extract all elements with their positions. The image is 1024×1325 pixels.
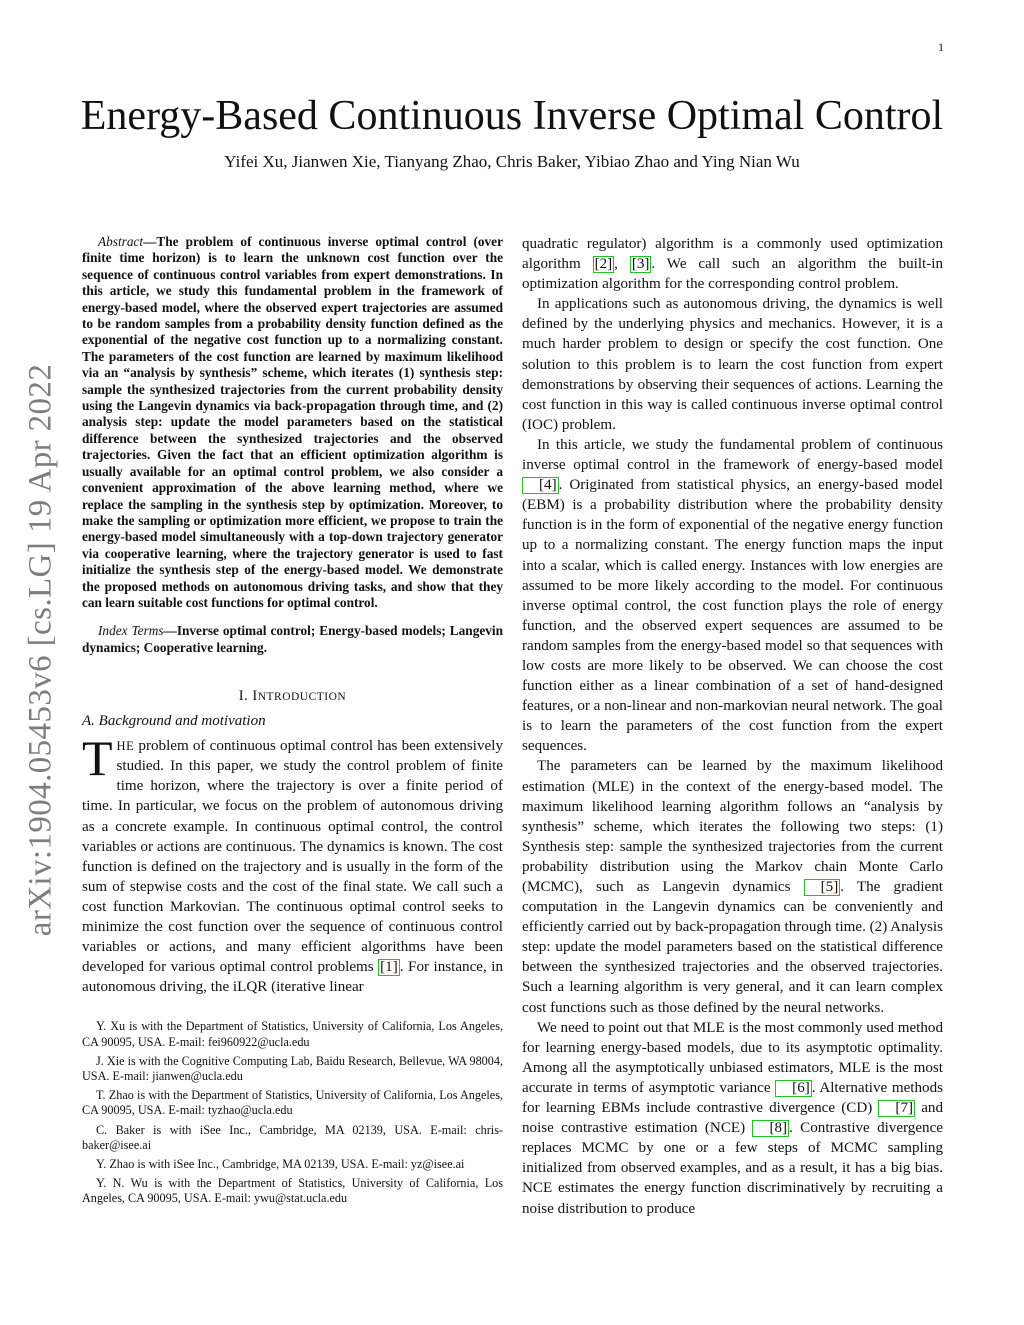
author-list: Yifei Xu, Jianwen Xie, Tianyang Zhao, Chris Baker, Yibiao Zhao and Ying Nian Wu [224,152,800,171]
arxiv-stamp-text: arXiv:1904.05453v6 [cs.LG] 19 Apr 2022 [22,363,59,937]
citation-link[interactable]: [8] [752,1120,789,1137]
section-numeral: I. [238,688,249,705]
left-column [82,234,503,1211]
section-rest: NTRODUCTION [257,691,347,704]
footnote: Y. Zhao is with iSee Inc., Cambridge, MA 02139, USA. E-mail: yz@isee.ai [96,1157,465,1171]
citation-link[interactable]: [4] [522,477,559,494]
index-terms [82,623,503,656]
index-terms-text: —Inverse optimal control; Energy-based models; Langevin dynamics; Cooperative learning. [82,623,503,655]
author-footnotes [82,1019,503,1206]
right-column [522,234,943,1219]
footnote: C. Baker is with iSee Inc., Cambridge, MA 02139, USA. E-mail: chris-baker@isee.ai [82,1122,503,1152]
abstract-label: Abstract [98,234,144,249]
citation-link[interactable]: [2] [594,256,613,273]
page-number: 1 [938,40,944,54]
arxiv-stamp[interactable] [0,0,60,1325]
footnote: Y. Xu is with the Department of Statistics, University of California, Los Angeles, CA 90095, USA. E-mail: fei960922@ucla.edu [82,1019,503,1049]
drop-cap: T [82,730,113,787]
abstract-text: —The problem of continuous inverse optimal control (over finite time horizon) is to learn the unknown cost function over the sequence of continuous control variables from expert demonstrations. In this article, we study this fundamental problem in the framework of energy-based model, where the observed expert trajectories are assumed to be random samples from a probability density function defined as the exponential of the negative cost function up to a normalizing constant. The parameters of the cost function are learned by maximum likelihood via an “analysis by synthesis” scheme, which iterates (1) synthesis step: sample the synthesized trajectories from the current probability density using the Langevin dynamics via back-propagation through time, and (2) analysis step: update the model parameters based on the statistical difference between the synthesized trajectories and the observed trajectories. Given the fact that an efficient optimization algorithm is usually available for an optimal control problem, we also consider a convenient approximation of the above learning method, where we replace the sampling in the synthesis step by optimization. Moreover, to make the sampling or optimization more efficient, we propose to train the energy-based model simultaneously with a top-down trajectory generator via cooperative learning, where the trajectory generator is used to fast initialize the synthesis step of the energy-based model. We demonstrate the proposed methods on autonomous driving tasks, and show that they can learn suitable cost functions for optimal control. [82,234,503,610]
citation-link[interactable]: [6] [775,1080,812,1097]
footnote: T. Zhao is with the Department of Statistics, University of California, Los Angeles, CA 90095, USA. E-mail: tyzhao@ucla.edu [82,1088,503,1118]
paragraph: In applications such as autonomous driving, the dynamics is well defined by the underlying physics and mechanics. However, it is a much harder problem to design or specify the cost function. One solution to this problem is to learn the cost function from expert demonstrations by observing their sequences of actions. Learning the cost function in this way is called continuous inverse optimal control (IOC) problem. [522,296,943,433]
abstract [82,234,503,611]
intro-paragraph-1: THE problem of continuous optimal control has been extensively studied. In this paper, we study the control problem of finite time horizon, where the trajectory is over a finite period of time. In particular, we focus on the problem of autonomous driving as a concrete example. In continuous optimal control, the control variables or actions are continuous. The dynamics is known. The cost function is defined on the trajectory and is usually in the form of the sum of stepwise costs and the cost of the final state. We call such a cost function Markovian. The continuous optimal control seeks to minimize the cost function over the sequence of continuous control variables or actions, and many efficient algorithms have been developed for various optimal control problems [1] . For instance, in autonomous driving, the iLQR (iterative linear [82,730,503,996]
citation-link[interactable]: [3] [631,256,650,273]
citation-link[interactable]: [7] [878,1100,915,1117]
paragraph: In this article, we study the fundamental problem of continuous inverse optimal control in the framework of energy-based model [4] . Originated from statistical physics, an energy-based model (EBM) is a probability distribution where the probability density function is in the form of exponential of the negative energy function up to a normalizing constant. The energy function maps the input into a scalar, which is called energy. Instances with low energies are assumed to be more likely according to the model. For continuous inverse optimal control, the cost function plays the role of energy function, and the observed expert sequences are assumed to be random samples from the energy-based model so that sequences with low costs are more likely to be observed. We can choose the cost function either as a linear combination of a set of hand-designed features, or a non-linear and non-markovian neural network. The goal is to learn the parameters of the cost function from the expert sequences. [522,436,943,755]
section-heading-introduction [82,688,503,705]
section-initial: I [252,688,258,705]
footnote: Y. N. Wu is with the Department of Statistics, University of California, Los Angeles, CA 90095, USA. E-mail: ywu@stat.ucla.edu [82,1176,503,1206]
citation-link[interactable]: [5] [804,879,841,896]
paragraph: quadratic regulator) algorithm is a commonly used optimization algorithm [2] , [3] . We call such an algorithm the built-in optimization algorithm for the corresponding control problem. [522,236,943,293]
paragraph: We need to point out that MLE is the most commonly used method for learning energy-based models, due to its asymptotic optimality. Among all the asymptotically unbiased estimators, MLE is the most accurate in terms of asymptotic variance [6] . Alternative methods for learning EBMs include contrastive divergence (CD) [7] and noise contrastive estimation (NCE) [8] . Contrastive divergence replaces MCMC by one or a few steps of MCMC sampling initialized from observed examples, and as a result, it has a big bias. NCE estimates the energy function discriminatively by recruiting a noise distribution to produce [522,1019,944,1217]
footnote: J. Xie is with the Cognitive Computing Lab, Baidu Research, Bellevue, WA 98004, USA. E-mail: jianwen@ucla.edu [82,1053,503,1083]
paper-title: Energy-Based Continuous Inverse Optimal Control [80,93,944,139]
citation-link[interactable]: [1] [380,959,398,976]
subsection-heading: A. Background and motivation [82,713,266,730]
drop-cap-rest: HE [116,739,135,754]
paragraph: The parameters can be learned by the maximum likelihood estimation (MLE) in the context of the energy-based model. The maximum likelihood learning algorithm follows an “analysis by synthesis” scheme, which iterates the following two steps: (1) Synthesis step: sample the synthesized trajectories from the current probability distribution using the Markov chain Monte Carlo (MCMC), such as Langevin dynamics [5] . The gradient computation in the Langevin dynamics can be conveniently and efficiently carried out by back-propagation through time. (2) Analysis step: update the model parameters based on the statistical difference between the synthesized trajectories and the observed trajectories. Such a learning algorithm is very general, and it can learn complex cost functions such as those defined by the neural networks. [522,758,943,1016]
index-terms-label: Index Terms [98,623,164,639]
